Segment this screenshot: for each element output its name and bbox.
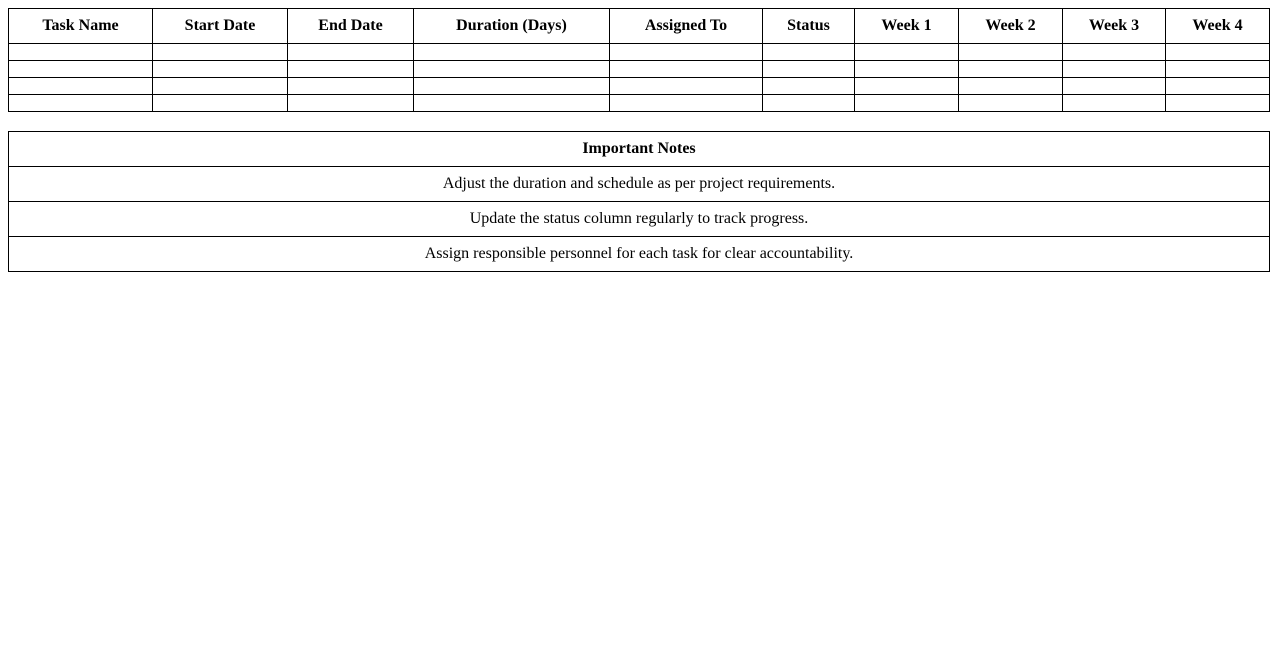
table-cell[interactable] [9, 95, 153, 112]
table-cell[interactable] [959, 61, 1063, 78]
column-header: Duration (Days) [414, 9, 610, 44]
column-header: Week 1 [855, 9, 959, 44]
table-cell[interactable] [959, 78, 1063, 95]
table-cell[interactable] [610, 95, 763, 112]
table-cell[interactable] [959, 95, 1063, 112]
table-cell[interactable] [1166, 44, 1270, 61]
table-cell[interactable] [610, 44, 763, 61]
table-cell[interactable] [414, 78, 610, 95]
table-cell[interactable] [763, 78, 855, 95]
column-header: Status [763, 9, 855, 44]
table-cell[interactable] [763, 95, 855, 112]
schedule-table [8, 8, 1270, 112]
table-cell[interactable] [855, 78, 959, 95]
table-cell[interactable] [1166, 61, 1270, 78]
table-cell[interactable] [610, 78, 763, 95]
table-row [9, 95, 1270, 112]
table-cell[interactable] [9, 61, 153, 78]
table-cell[interactable] [1166, 95, 1270, 112]
page [8, 8, 1270, 272]
table-cell[interactable] [763, 44, 855, 61]
column-header: Task Name [9, 9, 153, 44]
table-cell[interactable] [959, 44, 1063, 61]
table-cell[interactable] [1166, 78, 1270, 95]
table-cell[interactable] [763, 61, 855, 78]
table-cell[interactable] [610, 61, 763, 78]
column-header: Start Date [153, 9, 288, 44]
table-cell[interactable] [9, 44, 153, 61]
column-header: Week 2 [959, 9, 1063, 44]
column-header: Assigned To [610, 9, 763, 44]
table-row [9, 44, 1270, 61]
note-item: Update the status column regularly to track progress. [9, 202, 1270, 237]
table-row [9, 78, 1270, 95]
note-item: Adjust the duration and schedule as per project requirements. [9, 167, 1270, 202]
table-cell[interactable] [153, 95, 288, 112]
table-cell[interactable] [1063, 61, 1166, 78]
notes-title: Important Notes [9, 132, 1270, 167]
table-cell[interactable] [288, 61, 414, 78]
table-row [9, 61, 1270, 78]
table-cell[interactable] [153, 78, 288, 95]
table-cell[interactable] [414, 95, 610, 112]
table-cell[interactable] [855, 95, 959, 112]
table-cell[interactable] [153, 61, 288, 78]
header-row [9, 9, 1270, 44]
table-cell[interactable] [9, 78, 153, 95]
note-item: Assign responsible personnel for each task for clear accountability. [9, 237, 1270, 272]
table-cell[interactable] [1063, 95, 1166, 112]
table-cell[interactable] [288, 44, 414, 61]
notes-table [8, 131, 1270, 272]
table-cell[interactable] [414, 61, 610, 78]
table-cell[interactable] [414, 44, 610, 61]
column-header: Week 3 [1063, 9, 1166, 44]
table-cell[interactable] [855, 61, 959, 78]
table-cell[interactable] [153, 44, 288, 61]
column-header: End Date [288, 9, 414, 44]
table-cell[interactable] [1063, 78, 1166, 95]
table-cell[interactable] [288, 95, 414, 112]
column-header: Week 4 [1166, 9, 1270, 44]
table-cell[interactable] [855, 44, 959, 61]
table-cell[interactable] [288, 78, 414, 95]
table-cell[interactable] [1063, 44, 1166, 61]
